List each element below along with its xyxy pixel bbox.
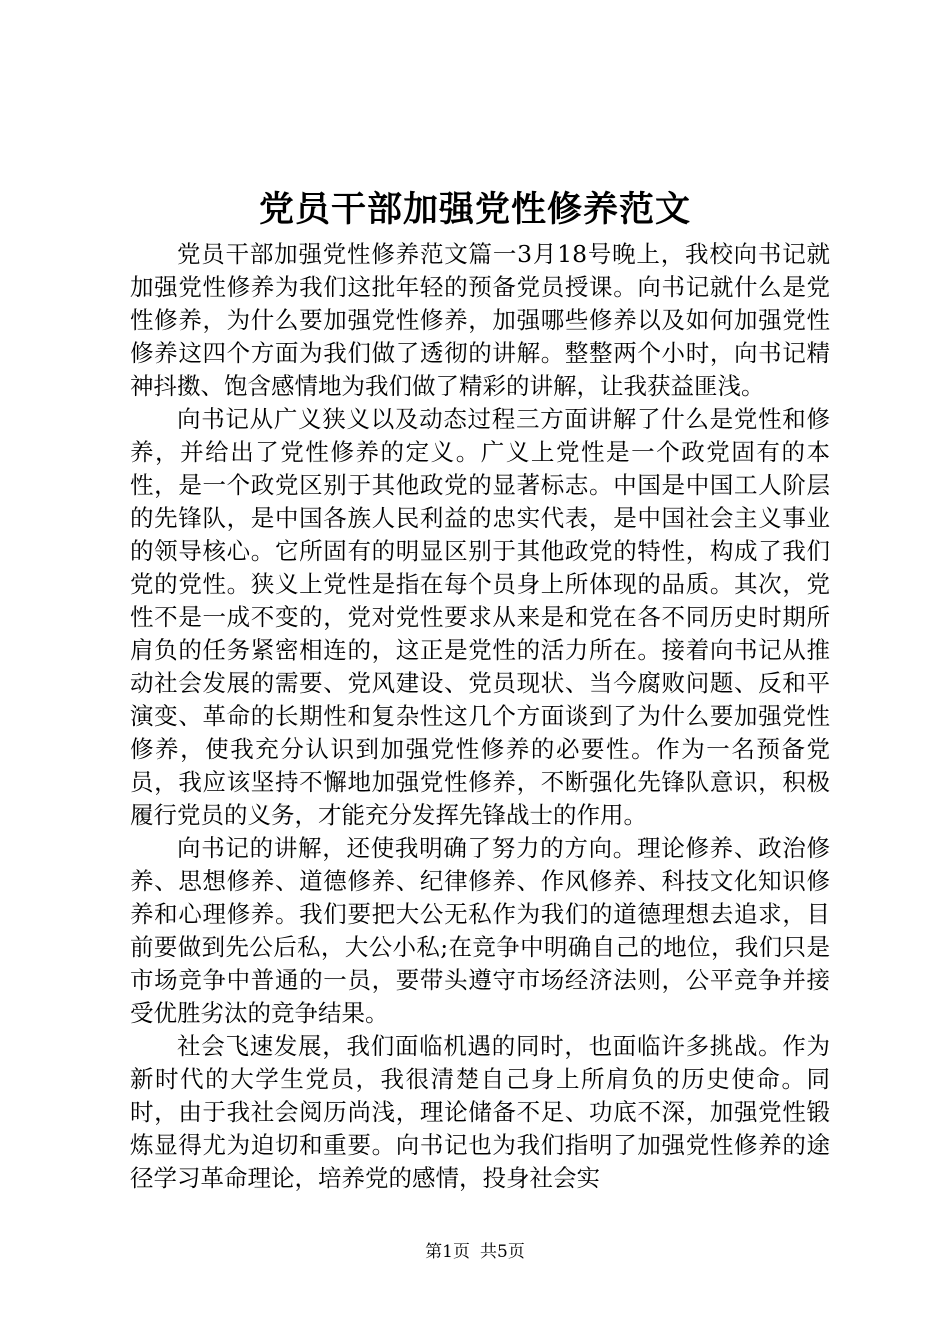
paragraph-2: 向书记从广义狭义以及动态过程三方面讲解了什么是党性和修养，并给出了党性修养的定义。广义上党性是一个政党固有的本性，是一个政党区别于其他政党的显著标志。中国是中国工人阶层的先锋队，是中国各族人民利益的忠实代表，是中国社会主义事业的领导核心。它所固有的明显区别于其他政党的特性，构成了我们党的党性。狭义上党性是指在每个员身上所体现的品质。其次，党性不是一成不变的，党对党性要求从来是和党在各不同历史时期所肩负的任务紧密相连的，这正是党性的活力所在。接着向书记从推动社会发展的需要、党风建设、党员现状、当今腐败问题、反和平演变、革命的长期性和复杂性这几个方面谈到了为什么要加强党性修养，使我充分认识到加强党性修养的必要性。作为一名预备党员，我应该坚持不懈地加强党性修养，不断强化先锋队意识，积极履行党员的义务，才能充分发挥先锋战士的作用。 [130,405,830,829]
page-footer [0,1240,950,1264]
paragraph-1: 党员干部加强党性修养范文篇一3月18号晚上，我校向书记就加强党性修养为我们这批年轻的预备党员授课。向书记就什么是党性修养，为什么要加强党性修养，加强哪些修养以及如何加强党性修养这四个方面为我们做了透彻的讲解。整整两个小时，向书记精神抖擞、饱含感情地为我们做了精彩的讲解，让我获益匪浅。 [130,240,830,400]
paragraph-3: 向书记的讲解，还使我明确了努力的方向。理论修养、政治修养、思想修养、道德修养、纪律修养、作风修养、科技文化知识修养和心理修养。我们要把大公无私作为我们的道德理想去追求，目前要做到先公后私，大公小私;在竞争中明确自己的地位，我们只是市场竞争中普通的一员，要带头遵守市场经济法则，公平竞争并接受优胜劣汰的竞争结果。 [130,834,830,1027]
page-total: 共5页 [480,1242,525,1262]
document-title: 党员干部加强党性修养范文 [258,189,691,230]
page-number: 第1页 [425,1242,470,1262]
document-body [130,238,830,1195]
paragraph-4: 社会飞速发展，我们面临机遇的同时，也面临许多挑战。作为新时代的大学生党员，我很清楚自己身上所肩负的历史使命。同时，由于我社会阅历尚浅，理论储备不足、功底不深，加强党性锻炼显得尤为迫切和重要。向书记也为我们指明了加强党性修养的途径学习革命理论，培养党的感情，投身社会实 [130,1032,830,1192]
